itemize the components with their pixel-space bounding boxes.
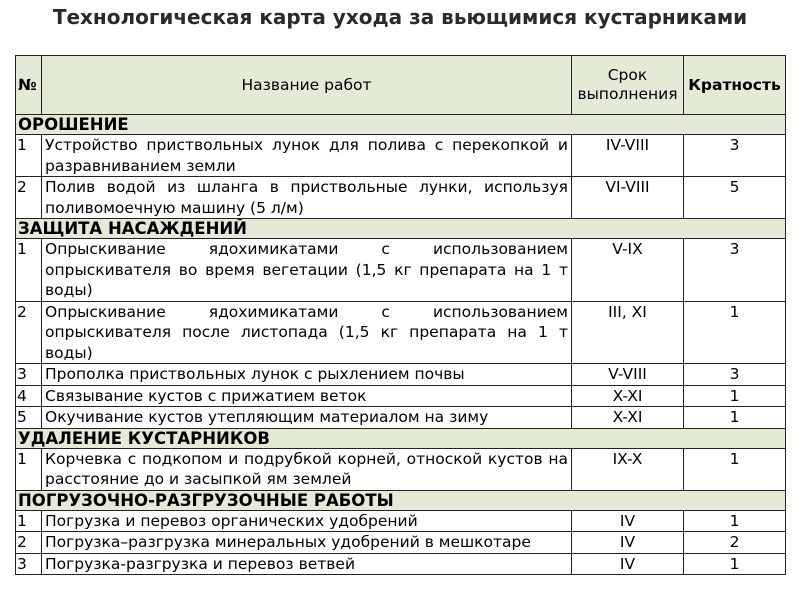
section-row xyxy=(16,490,786,510)
row-name: Связывание кустов с прижатием веток xyxy=(42,385,572,407)
table-row xyxy=(16,135,786,177)
table-row xyxy=(16,510,786,532)
row-num: 3 xyxy=(16,553,42,575)
row-name: Опрыскивание ядохимикатами с использованием опрыскивателя после листопада (1,5 кг препарата на 1 т воды) xyxy=(42,301,572,364)
row-name: Погрузка-разгрузка и перевоз ветвей xyxy=(42,553,572,575)
row-name: Погрузка и перевоз органических удобрений xyxy=(42,510,572,532)
row-num: 1 xyxy=(16,510,42,532)
header-freq: Кратность xyxy=(684,56,786,115)
table-row xyxy=(16,448,786,490)
table-row xyxy=(16,385,786,407)
table-row xyxy=(16,301,786,364)
table-row xyxy=(16,364,786,386)
row-term: IV-VIII xyxy=(572,135,684,177)
table-header-row xyxy=(16,56,786,115)
row-name: Окучивание кустов утепляющим материалом на зиму xyxy=(42,407,572,429)
section-title: ОРОШЕНИЕ xyxy=(16,115,786,135)
header-name: Название работ xyxy=(42,56,572,115)
row-term: VI-VIII xyxy=(572,177,684,219)
row-freq: 2 xyxy=(684,532,786,554)
row-term: III, XI xyxy=(572,301,684,364)
row-num: 2 xyxy=(16,532,42,554)
section-title: ПОГРУЗОЧНО-РАЗГРУЗОЧНЫЕ РАБОТЫ xyxy=(16,490,786,510)
row-num: 2 xyxy=(16,177,42,219)
row-name: Корчевка с подкопом и подрубкой корней, отноской кустов на расстояние до и засыпкой ям землей xyxy=(42,448,572,490)
section-row xyxy=(16,219,786,239)
table-row xyxy=(16,532,786,554)
row-num: 4 xyxy=(16,385,42,407)
row-name: Опрыскивание ядохимикатами с использованием опрыскивателя во время вегетации (1,5 кг препарата на 1 т воды) xyxy=(42,239,572,302)
row-num: 1 xyxy=(16,239,42,302)
row-freq: 1 xyxy=(684,407,786,429)
row-term: IV xyxy=(572,553,684,575)
row-term: V-VIII xyxy=(572,364,684,386)
care-table xyxy=(15,55,786,575)
row-term: V-IX xyxy=(572,239,684,302)
row-freq: 3 xyxy=(684,239,786,302)
row-freq: 1 xyxy=(684,448,786,490)
row-term: IV xyxy=(572,510,684,532)
table-row xyxy=(16,407,786,429)
row-num: 2 xyxy=(16,301,42,364)
row-num: 5 xyxy=(16,407,42,429)
row-freq: 1 xyxy=(684,385,786,407)
row-freq: 1 xyxy=(684,301,786,364)
row-term: X-XI xyxy=(572,385,684,407)
row-freq: 1 xyxy=(684,553,786,575)
section-row xyxy=(16,428,786,448)
row-num: 3 xyxy=(16,364,42,386)
table-body xyxy=(16,115,786,575)
row-freq: 3 xyxy=(684,364,786,386)
row-term: X-XI xyxy=(572,407,684,429)
row-name: Устройство приствольных лунок для полива с перекопкой и разравниванием земли xyxy=(42,135,572,177)
row-num: 1 xyxy=(16,448,42,490)
row-num: 1 xyxy=(16,135,42,177)
page-title: Технологическая карта ухода за вьющимися кустарниками xyxy=(52,5,748,29)
header-num: № xyxy=(16,56,42,115)
section-row xyxy=(16,115,786,135)
section-title: ЗАЩИТА НАСАЖДЕНИЙ xyxy=(16,219,786,239)
row-name: Прополка приствольных лунок с рыхлением почвы xyxy=(42,364,572,386)
table-row xyxy=(16,239,786,302)
row-freq: 3 xyxy=(684,135,786,177)
table-row xyxy=(16,553,786,575)
row-name: Полив водой из шланга в приствольные лунки, используя поливомоечную машину (5 л/м) xyxy=(42,177,572,219)
row-term: IX-X xyxy=(572,448,684,490)
row-freq: 1 xyxy=(684,510,786,532)
section-title: УДАЛЕНИЕ КУСТАРНИКОВ xyxy=(16,428,786,448)
table-row xyxy=(16,177,786,219)
row-freq: 5 xyxy=(684,177,786,219)
row-term: IV xyxy=(572,532,684,554)
row-name: Погрузка–разгрузка минеральных удобрений в мешкотаре xyxy=(42,532,572,554)
header-term: Срок выполнения xyxy=(572,56,684,115)
